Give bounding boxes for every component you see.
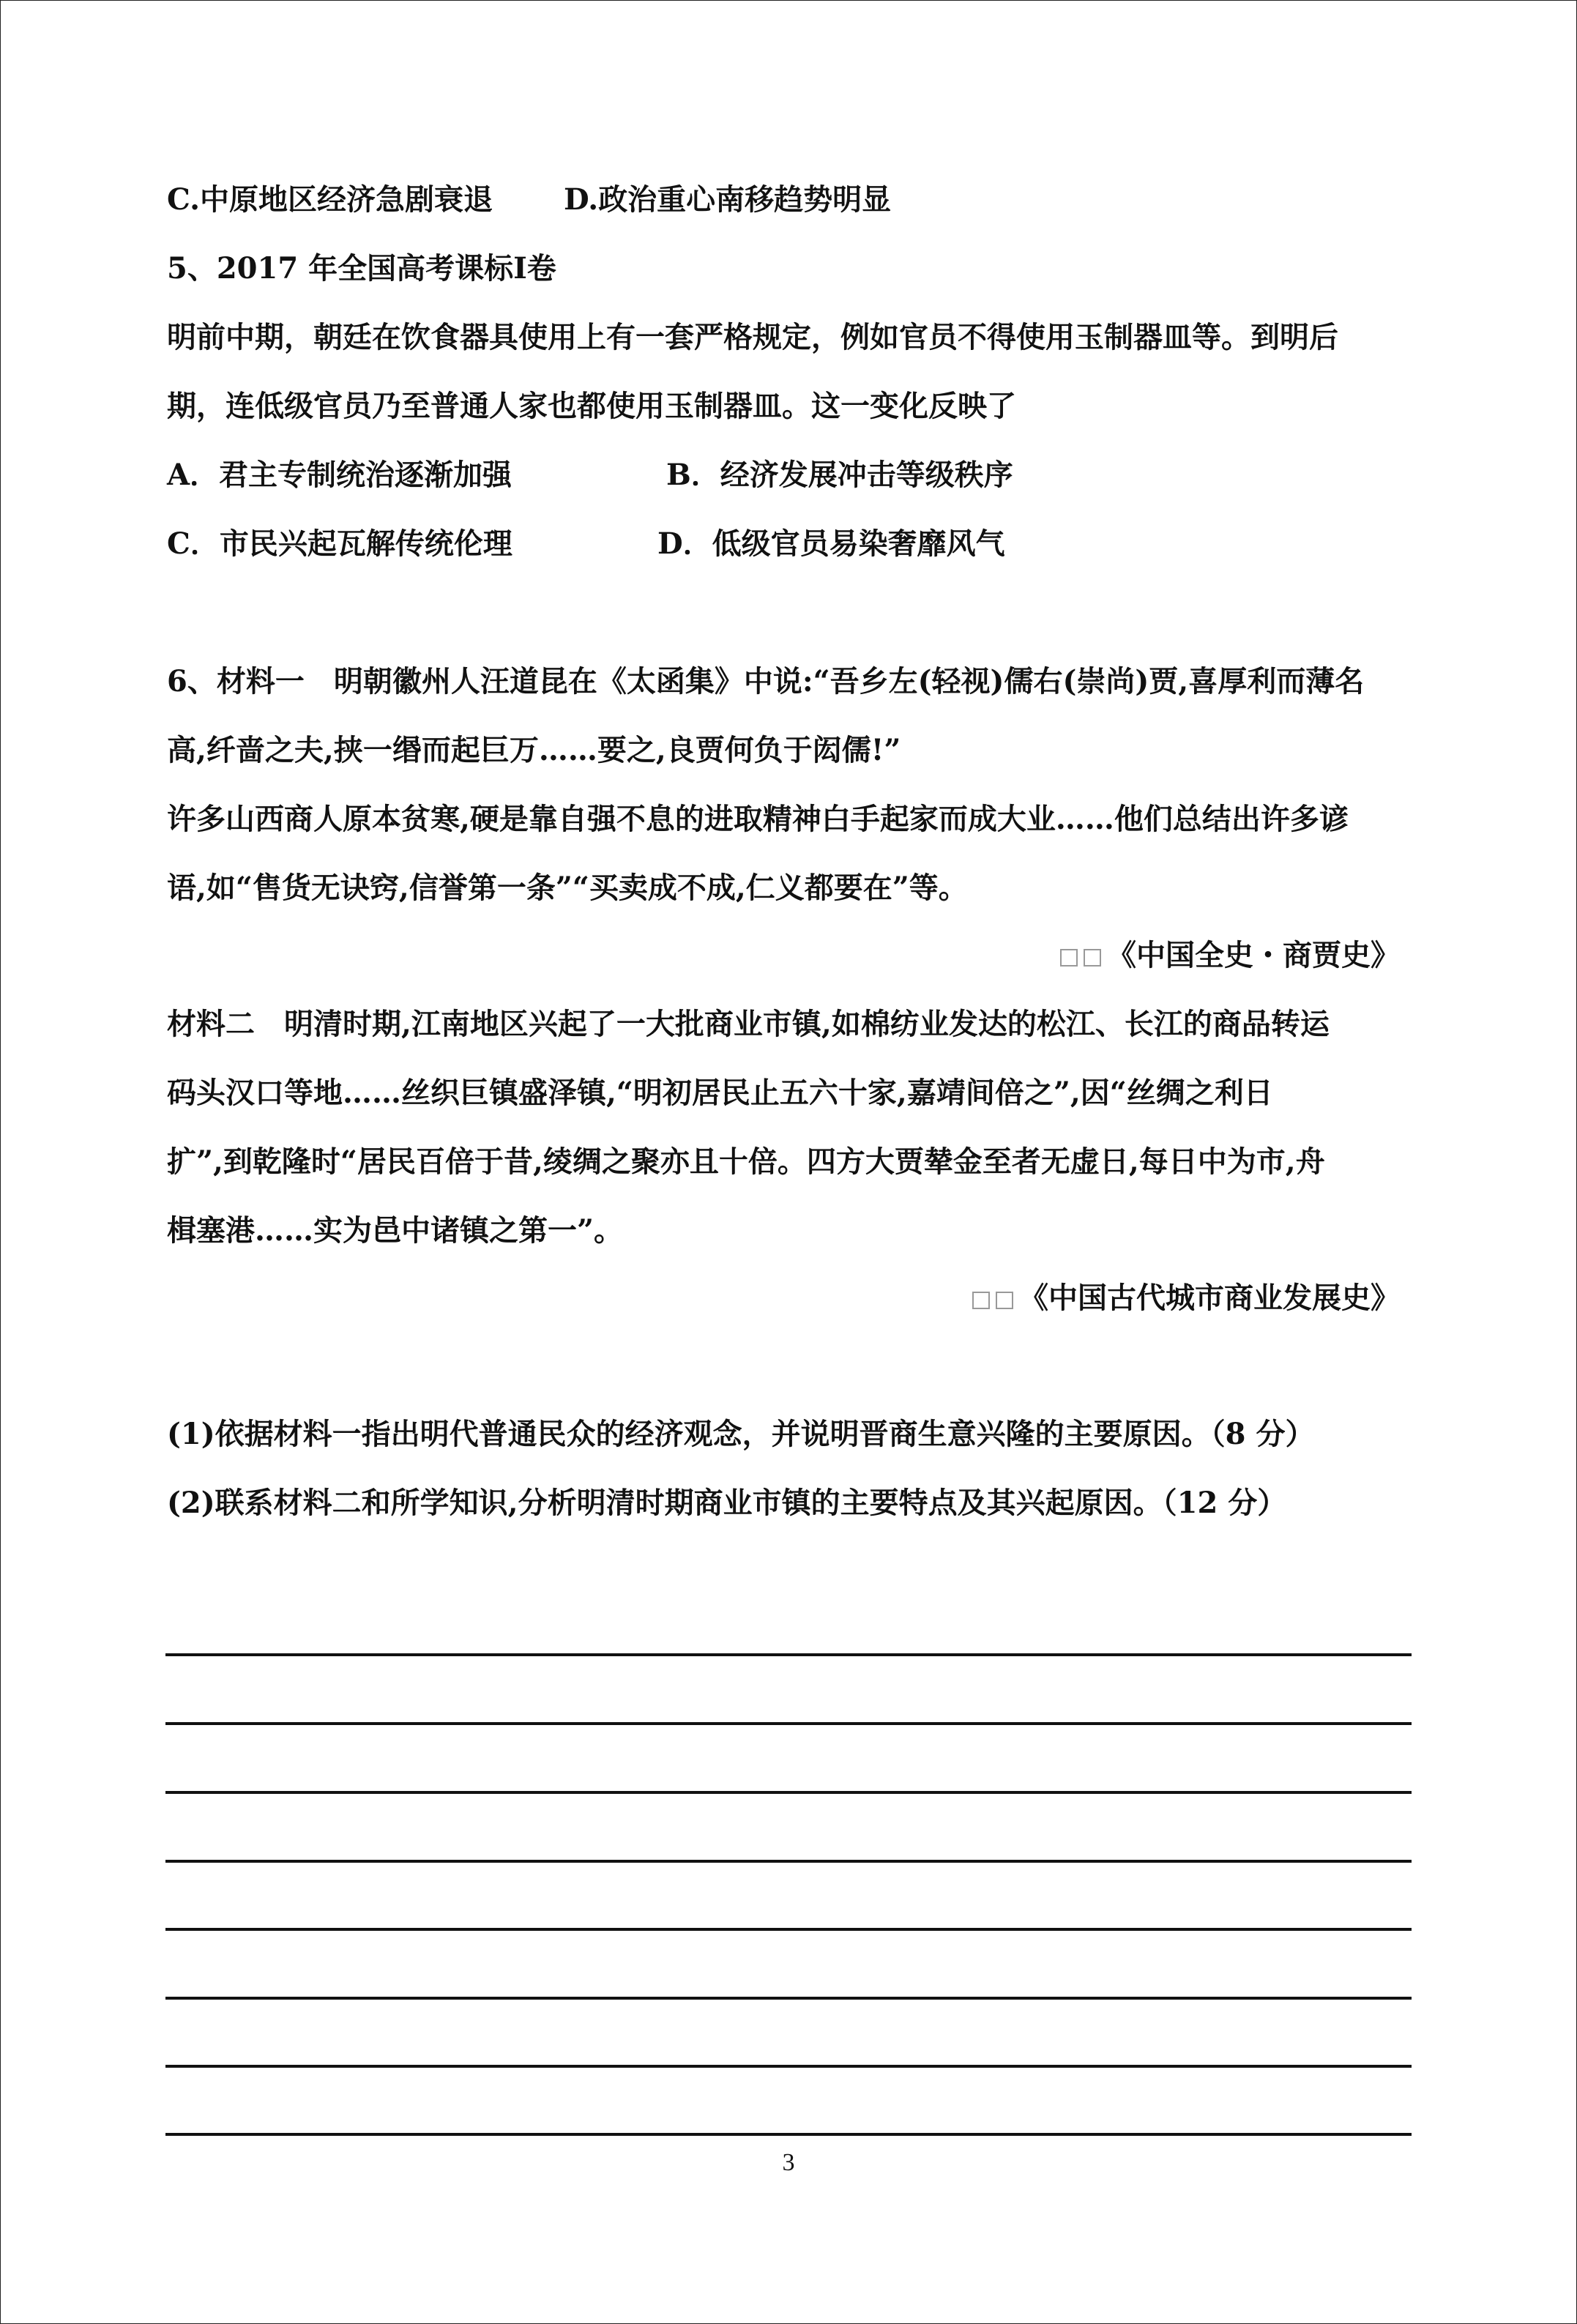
placeholder-box-icon xyxy=(972,1292,990,1309)
answer-line[interactable] xyxy=(165,1928,1412,1931)
answer-line[interactable] xyxy=(165,1653,1412,1656)
q6-question-1: (1)依据材料一指出明代普通民众的经济观念，并说明晋商生意兴隆的主要原因。（8 分） xyxy=(167,1417,1315,1451)
placeholder-box-icon xyxy=(996,1292,1013,1309)
q6-material2-line: 扩”,到乾隆时“居民百倍于昔,绫绸之聚亦且十倍。四方大贾辇金至者无虚日,每日中为市,舟 xyxy=(167,1144,1325,1179)
q6-material2-line: 材料二 明清时期,江南地区兴起了一大批商业市镇,如棉纺业发达的松江、长江的商品转运 xyxy=(167,1007,1330,1041)
q6-material1-line: 许多山西商人原本贫寒,硬是靠自强不息的进取精神白手起家而成大业……他们总结出许多谚 xyxy=(167,802,1349,836)
answer-line[interactable] xyxy=(165,1791,1412,1794)
q5-option-a: A．君主专制统治逐渐加强 xyxy=(167,458,512,492)
source-title: 《中国古代城市商业发展史》 xyxy=(1019,1281,1400,1315)
q6-material1-source xyxy=(1060,937,1400,974)
q6-material2-source xyxy=(972,1280,1400,1316)
q5-option-c: C．市民兴起瓦解传统伦理 xyxy=(167,526,512,561)
q6-material1-line: 高,纤啬之夫,挟一缗而起巨万……要之,良贾何负于闳儒!” xyxy=(167,733,901,767)
answer-line[interactable] xyxy=(165,1997,1412,2000)
q5-option-d: D．低级官员易染奢靡风气 xyxy=(657,526,1005,561)
source-title: 《中国全史・商贾史》 xyxy=(1107,938,1400,972)
q5-option-b: B．经济发展冲击等级秩序 xyxy=(666,458,1013,492)
q6-question-2: (2)联系材料二和所学知识,分析明清时期商业市镇的主要特点及其兴起原因。（12 分） xyxy=(167,1486,1287,1520)
placeholder-box-icon xyxy=(1084,949,1101,967)
q5-header: 5、2017 年全国高考课标Ⅰ卷 xyxy=(167,251,556,286)
q6-material1-line: 6、材料一 明朝徽州人汪道昆在《太函集》中说:“吾乡左(轻视)儒右(崇尚)贾,喜厚利而薄名 xyxy=(167,664,1365,699)
answer-line[interactable] xyxy=(165,1722,1412,1725)
q5-stem-line: 期，连低级官员乃至普通人家也都使用玉制器皿。这一变化反映了 xyxy=(167,389,1016,423)
answer-line[interactable] xyxy=(165,2065,1412,2068)
q6-material2-line: 楫塞港……实为邑中诸镇之第一”。 xyxy=(167,1213,624,1248)
q6-material2-line: 码头汉口等地……丝织巨镇盛泽镇,“明初居民止五六十家,嘉靖间倍之”,因“丝绸之利日 xyxy=(167,1076,1273,1110)
placeholder-box-icon xyxy=(1060,949,1078,967)
q4-option-c: C.中原地区经济急剧衰退 xyxy=(167,182,493,217)
q6-material1-line: 语,如“售货无诀窍,信誉第一条”“买卖成不成,仁义都要在”等。 xyxy=(167,871,968,905)
page-number: 3 xyxy=(782,2149,795,2176)
answer-line[interactable] xyxy=(165,1860,1412,1863)
q4-option-d: D.政治重心南移趋势明显 xyxy=(564,182,892,217)
q5-stem-line: 明前中期，朝廷在饮食器具使用上有一套严格规定，例如官员不得使用玉制器皿等。到明后 xyxy=(167,320,1338,354)
answer-line[interactable] xyxy=(165,2133,1412,2136)
